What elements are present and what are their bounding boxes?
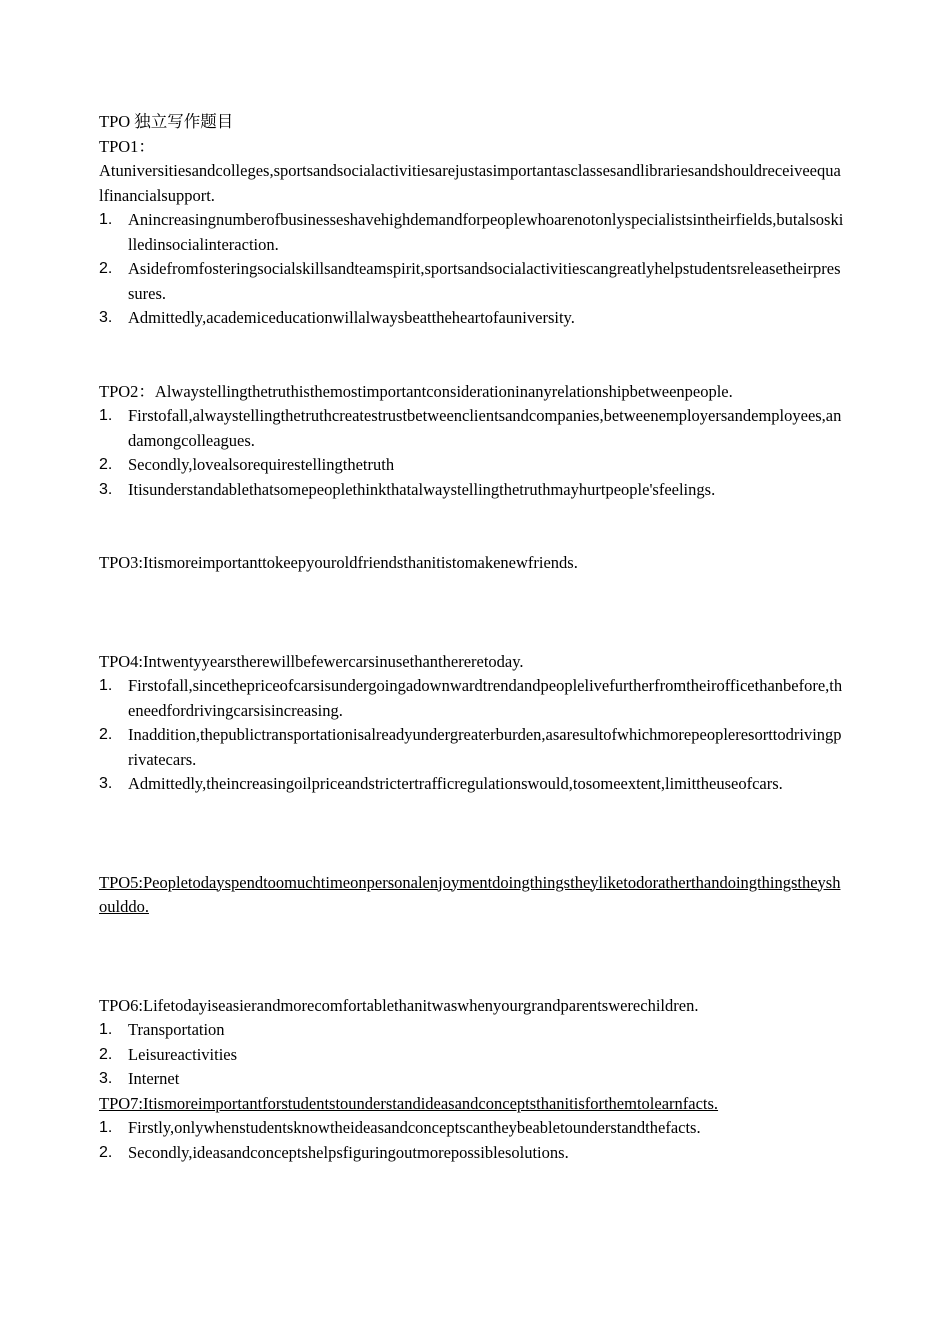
list-item xyxy=(99,1067,844,1092)
list-number: 3. xyxy=(99,309,113,326)
tpo6-points xyxy=(99,1018,844,1092)
document-title: TPO 独立写作题目 xyxy=(99,112,234,131)
tpo2-prompt: TPO2：Alwaystellingthetruthisthemostimportantconsiderationinanyrelationshipbetweenpeople. xyxy=(99,381,733,401)
tpo2-section xyxy=(99,380,844,503)
tpo7-prompt: TPO7:Itismoreimportantforstudentstounderstandideasandconceptsthanitisforthemtolearnfacts. xyxy=(99,1093,719,1113)
list-text: Inaddition,thepublictransportationisalreadyundergreaterburden,asaresultofwhichmorepeopleresorttodrivingprivatecars. xyxy=(128,725,842,769)
list-text: Itisunderstandablethatsomepeoplethinkthatalwaystellingthetruthmayhurtpeople'sfeelings. xyxy=(128,479,716,499)
list-number: 2. xyxy=(99,1143,113,1161)
tpo3-prompt: TPO3:Itismoreimportanttokeepyouroldfriendsthanitistomakenewfriends. xyxy=(99,553,578,572)
list-item xyxy=(99,257,844,306)
list-number: 1. xyxy=(99,1119,113,1136)
tpo7-section xyxy=(99,1092,844,1166)
list-number: 1. xyxy=(99,677,113,694)
list-number: 1. xyxy=(99,407,113,424)
tpo1-section xyxy=(99,135,844,331)
list-text: Firstofall,sincethepriceofcarsisundergoingadownwardtrendandpeoplelivefurtherfromtheirofficethanbefore,theneedfordrivingcarsisincreasing. xyxy=(128,676,843,720)
list-item xyxy=(99,674,844,723)
list-item xyxy=(99,1018,844,1043)
list-text: Firstly,onlywhenstudentsknowtheideasandconceptscantheybeabletounderstandthefacts. xyxy=(128,1118,701,1137)
list-number: 3. xyxy=(99,1070,113,1087)
list-item xyxy=(99,404,844,453)
tpo5-prompt: TPO5:Peopletodayspendtoomuchtimeonpersonalenjoymentdoingthingstheyliketodoratherthandoingthingstheyshoulddo. xyxy=(99,872,841,916)
list-text: Internet xyxy=(128,1069,180,1088)
list-item xyxy=(99,1116,844,1141)
tpo7-points xyxy=(99,1116,844,1165)
tpo4-points xyxy=(99,674,844,797)
list-item xyxy=(99,723,844,772)
list-text: Admittedly,academiceducationwillalwaysbeattheheartofauniversity. xyxy=(128,308,575,327)
list-text: Transportation xyxy=(128,1020,225,1039)
list-item xyxy=(99,453,844,478)
list-item xyxy=(99,1043,844,1068)
tpo4-prompt: TPO4:Intwentyyearstherewillbefewercarsinusethanthereretoday. xyxy=(99,651,524,671)
list-number: 3. xyxy=(99,480,113,498)
list-number: 3. xyxy=(99,775,113,792)
list-text: Leisureactivities xyxy=(128,1044,238,1064)
list-text: Secondly,ideasandconceptshelpsfiguringoutmorepossiblesolutions. xyxy=(128,1142,569,1162)
list-text: Anincreasingnumberofbusinesseshavehighdemandforpeoplewhoarenotonlyspecialistsintheirfields,butalsoskilledinsocialinteraction. xyxy=(128,210,844,254)
list-number: 2. xyxy=(99,260,113,277)
list-number: 1. xyxy=(99,211,113,228)
list-text: Firstofall,alwaystellingthetruthcreatestrustbetweenclientsandcompanies,betweenemployersandemployees,andamongcolleagues. xyxy=(128,406,842,450)
list-number: 1. xyxy=(99,1021,113,1038)
tpo1-heading: TPO1： xyxy=(99,136,155,156)
tpo1-prompt: Atuniversitiesandcolleges,sportsandsocialactivitiesarejustasimportantasclassesandlibrariesandshouldreceiveequalfinancialsupport. xyxy=(99,161,841,205)
tpo6-section xyxy=(99,994,844,1092)
tpo5-section xyxy=(99,871,844,920)
list-item xyxy=(99,1141,844,1166)
tpo6-prompt: TPO6:Lifetodayiseasierandmorecomfortablethanitwaswhenyourgrandparentswerechildren. xyxy=(99,995,699,1015)
list-number: 2. xyxy=(99,1045,113,1063)
list-number: 2. xyxy=(99,456,113,473)
list-text: Admittedly,theincreasingoilpriceandstrictertrafficregulationswould,tosomeextent,limittheuseofcars. xyxy=(128,774,783,793)
list-text: Asidefromfosteringsocialskillsandteamspirit,sportsandsocialactivitiescangreatlyhelpstudentsreleasetheirpressures. xyxy=(128,259,841,303)
tpo3-section xyxy=(99,551,844,576)
tpo1-points xyxy=(99,208,844,331)
tpo2-points xyxy=(99,404,844,502)
list-item xyxy=(99,306,844,331)
document-content xyxy=(99,110,844,1165)
list-item xyxy=(99,208,844,257)
tpo4-section xyxy=(99,650,844,797)
list-text: Secondly,lovealsorequirestellingthetruth xyxy=(128,455,395,474)
list-number: 2. xyxy=(99,726,113,743)
list-item xyxy=(99,772,844,797)
list-item xyxy=(99,478,844,503)
